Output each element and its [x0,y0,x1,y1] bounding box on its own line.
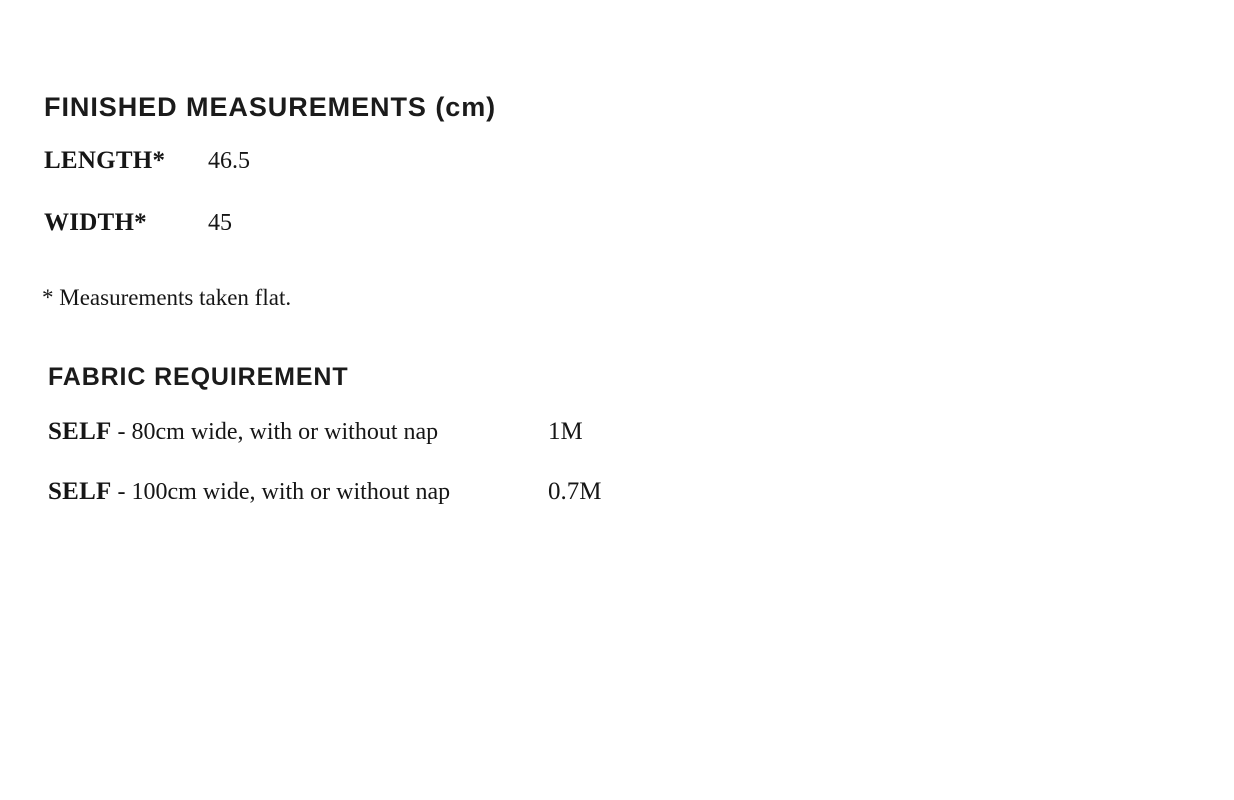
measurement-value: 45 [208,210,232,236]
measurements-footnote: * Measurements taken flat. [42,285,292,310]
measurement-row-width [44,208,232,238]
fabric-requirement-heading: FABRIC REQUIREMENT [48,362,349,391]
fabric-row [48,417,583,447]
fabric-amount: 0.7M [548,478,602,505]
measurement-row-length [44,146,250,176]
fabric-description [48,477,548,507]
fabric-amount: 1M [548,418,583,445]
fabric-description [48,417,548,447]
measurement-label: LENGTH* [44,147,166,174]
finished-measurements-heading: FINISHED MEASUREMENTS (cm) [44,92,497,123]
fabric-type-label: SELF [48,478,112,505]
measurement-label: WIDTH* [44,209,147,236]
fabric-row [48,477,601,507]
measurement-value: 46.5 [208,148,250,174]
fabric-width-text: - 80cm wide, with or without nap [111,419,439,445]
fabric-type-label: SELF [48,418,112,445]
fabric-width-text: - 100cm wide, with or without nap [111,479,451,505]
